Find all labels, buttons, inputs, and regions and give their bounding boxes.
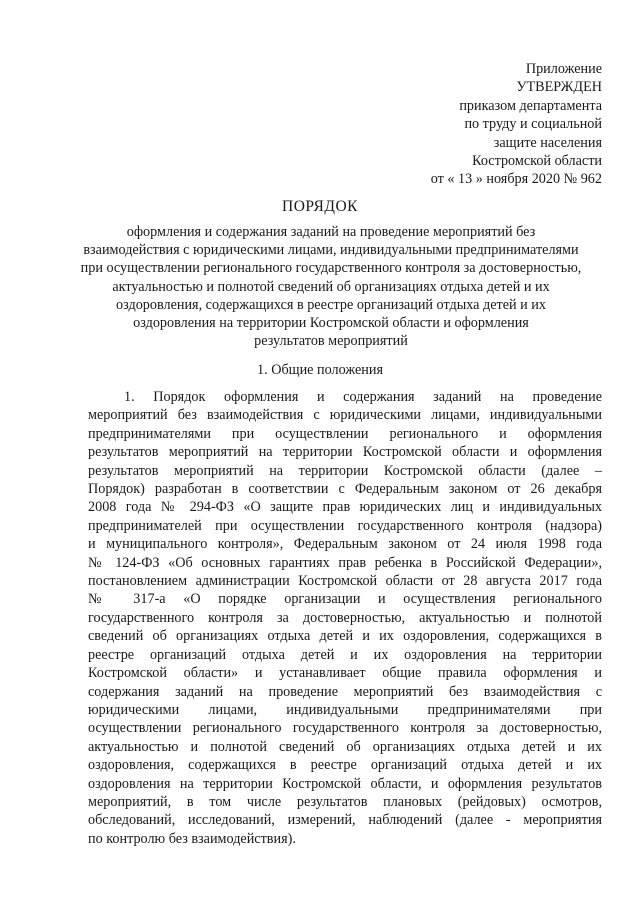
- paragraph-line: 2008 года № 294-ФЗ «О защите прав юридических лиц и индивидуальных: [88, 499, 602, 516]
- subtitle-line: взаимодействия с юридическими лицами, индивидуальными предпринимателями: [83, 242, 579, 259]
- paragraph-line: актуальностью и полнотой сведений об организациях отдыха детей и их: [88, 738, 602, 755]
- approval-line: Костромской области: [472, 153, 602, 170]
- approval-line: защите населения: [493, 134, 602, 151]
- paragraph-line: осуществлении регионального государственного контроля за достоверностью,: [88, 720, 602, 737]
- paragraph-line: № 124-ФЗ «Об основных гарантиях прав ребенка в Российской Федерации»,: [88, 554, 602, 571]
- subtitle-line: оздоровления, содержащихся в реестре организаций отдыха детей и их: [116, 296, 546, 313]
- paragraph-line: и муниципального контроля», Федеральным законом от 24 июля 1998 года: [88, 536, 602, 553]
- paragraph-line: Костромской области» и устанавливает общие правила оформления и: [88, 665, 602, 682]
- approval-line: приказом департамента: [459, 97, 602, 114]
- approval-block: [431, 60, 602, 189]
- approved-label: УТВЕРЖДЕН: [516, 79, 602, 96]
- paragraph-line: постановлением администрации Костромской области от 28 августа 2017 года: [88, 573, 602, 590]
- approval-line: по труду и социальной: [464, 116, 602, 133]
- paragraph-line: Порядок) разработан в соответствии с Федеральным законом от 26 декабря: [88, 481, 602, 498]
- paragraph-line: оздоровления, содержащихся в реестре организаций отдыха детей и их: [88, 757, 602, 774]
- subtitle-line: результатов мероприятий: [254, 333, 408, 350]
- paragraph-line: 1. Порядок оформления и содержания заданий на проведение: [124, 389, 602, 405]
- paragraph-line: результатов мероприятий на территории Костромской области (далее –: [88, 462, 602, 479]
- approval-date-number: от « 13 » ноября 2020 № 962: [430, 171, 602, 188]
- paragraph-line: реестре организаций отдыха детей и их оздоровления на территории: [88, 646, 602, 663]
- paragraph-line: государственного контроля за достоверностью, актуальностью и полнотой: [88, 609, 602, 626]
- subtitle-line: оздоровления на территории Костромской области и оформления: [133, 315, 529, 332]
- paragraph-line: результатов мероприятий на территории Костромской области и оформления: [88, 444, 602, 461]
- paragraph-line: № 317-а «О порядке организации и осуществления регионального: [88, 591, 602, 608]
- paragraph-line: предпринимателями при осуществлении регионального и оформления: [88, 425, 602, 442]
- appendix-label: Приложение: [525, 61, 602, 77]
- subtitle-line: при осуществлении регионального государственного контроля за достоверностью,: [80, 260, 582, 277]
- document-title: ПОРЯДОК: [282, 198, 358, 215]
- subtitle-line: актуальностью и полнотой сведений об организациях отдыха детей и их: [112, 278, 550, 295]
- paragraph-line: мероприятий без взаимодействия с юридическими лицами, индивидуальными: [88, 407, 602, 424]
- section-heading: 1. Общие положения: [257, 362, 383, 378]
- paragraph-line: сведений об организациях отдыха детей и их оздоровления, содержащихся в: [88, 628, 602, 645]
- paragraph-line: по контролю без взаимодействия).: [88, 830, 296, 847]
- document-subtitle: [60, 223, 602, 350]
- paragraph-line: предпринимателей при осуществлении государственного контроля (надзора): [88, 517, 602, 534]
- paragraph-line: обследований, исследований, измерений, наблюдений (далее - мероприятия: [88, 812, 602, 829]
- paragraph-line: юридическими лицами, индивидуальными предпринимателями при: [88, 701, 602, 718]
- paragraph-line: мероприятий, в том числе результатов плановых (рейдовых) осмотров,: [88, 793, 602, 810]
- paragraph-line: оздоровления на территории Костромской области, и оформления результатов: [88, 775, 602, 792]
- subtitle-line: оформления и содержания заданий на проведение мероприятий без: [126, 224, 536, 240]
- paragraph-line: содержания заданий на проведение мероприятий без взаимодействия с: [88, 683, 602, 700]
- paragraph-1: [88, 388, 602, 848]
